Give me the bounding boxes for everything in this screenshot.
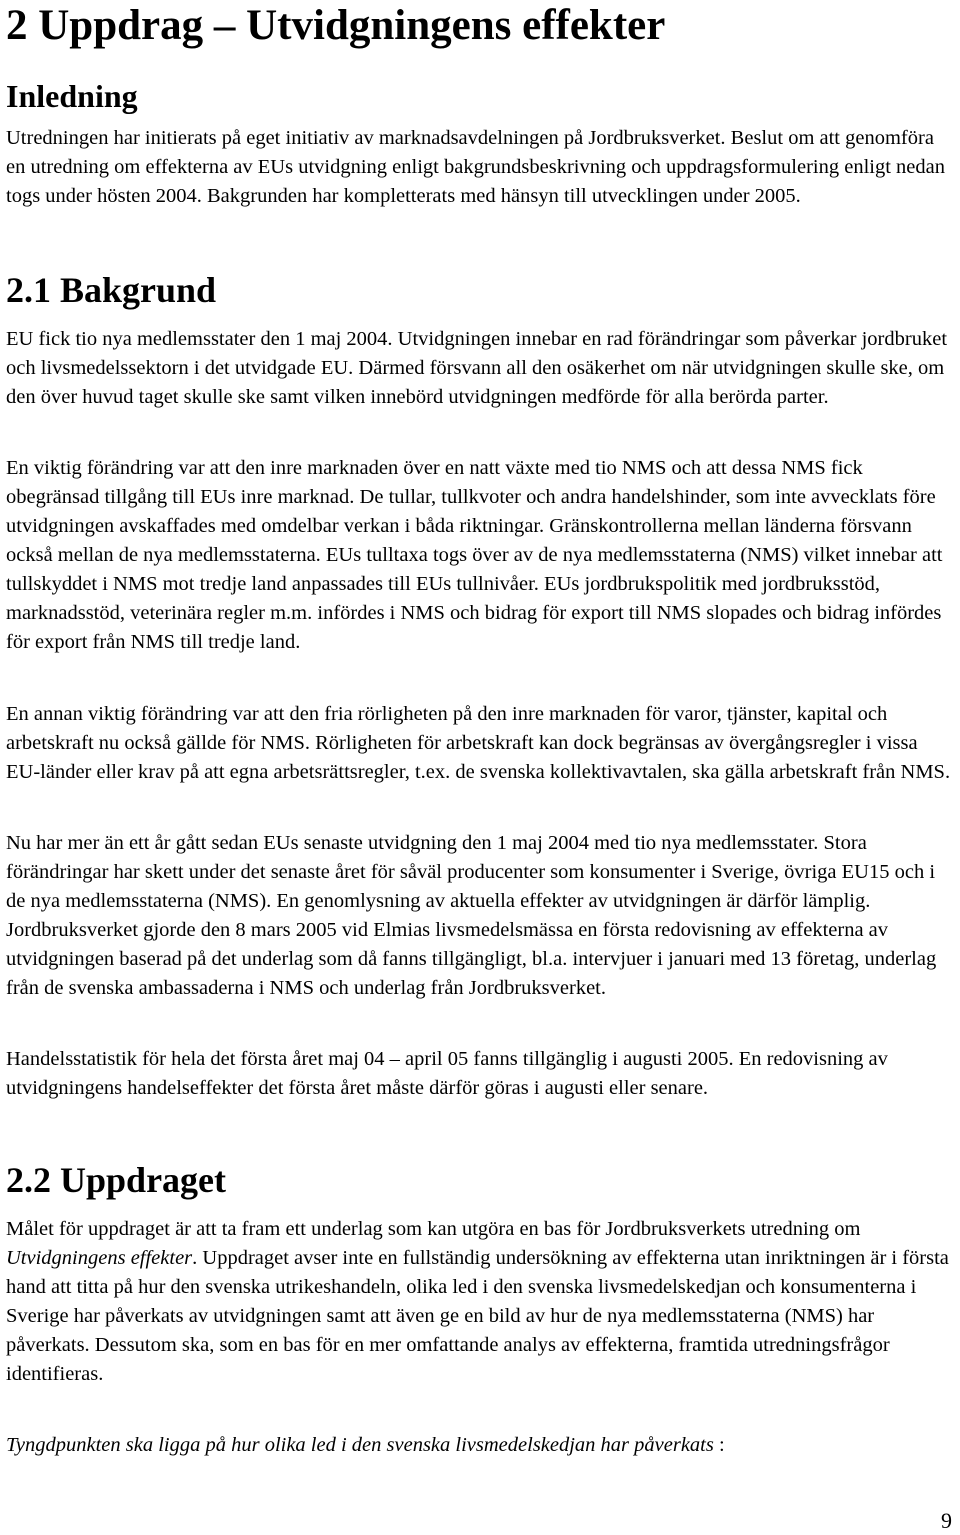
- bakgrund-paragraph-4: Nu har mer än ett år gått sedan EUs senaste utvidgning den 1 maj 2004 med tio nya medlemsstater. Stora förändringar har skett under det senaste året för såväl producenter som konsumenter i Sverige, övriga EU15 och i de nya medlemsstaterna (NMS). En genomlysning av aktuella effekter av utvidgningen är därför lämplig. Jordbruksverket gjorde den 8 mars 2005 vid Elmias livsmedelsmässa en första redovisning av effekterna av utvidgningen baserad på det underlag som då fanns tillgängligt, bl.a. intervjuer i januari med 13 företag, underlag från de svenska ambassaderna i NMS och underlag från Jordbruksverket.: [6, 832, 937, 999]
- page-number: 9: [941, 1508, 952, 1533]
- tyngdpunkten-italic: Tyngdpunkten ska ligga på hur olika led i den svenska livsmedelskedjan har påverkats: [6, 1434, 714, 1456]
- section-heading-bakgrund: 2.1 Bakgrund: [6, 270, 217, 310]
- tyngdpunkten-colon: :: [713, 1434, 725, 1456]
- bakgrund-paragraph-5: Handelsstatistik för hela det första året maj 04 – april 05 fanns tillgänglig i augusti 2005. En redovisning av utvidgningens handelseffekter det första året måste därför göras i augusti eller senare.: [6, 1048, 888, 1099]
- intro-paragraph: Utredningen har initierats på eget initiativ av marknadsavdelningen på Jordbruksverket. Beslut om att genomföra en utredning om effekterna av EUs utvidgning enligt bakgrundsbeskrivning och uppdragsformulering enligt nedan togs under hösten 2004. Bakgrunden har kompletterats med hänsyn till utvecklingen under 2005.: [6, 127, 945, 207]
- bakgrund-paragraph-3: En annan viktig förändring var att den fria rörligheten på den inre marknaden för varor, tjänster, kapital och arbetskraft nu också gällde för NMS. Rörligheten för arbetskraft kan dock begränsas av övergångsregler i vissa EU-länder eller krav på att egna arbetsrättsregler, t.ex. de svenska kollektivavtalen, ska gälla arbetskraft från NMS.: [6, 703, 951, 783]
- uppdraget-paragraph-2: [6, 1431, 954, 1460]
- bakgrund-paragraph-2: En viktig förändring var att den inre marknaden över en natt växte med tio NMS och att dessa NMS fick obegränsad tillgång till EUs inre marknad. De tullar, tullkvoter och andra handelshinder, som inte avvecklats före utvidgningen avskaffades med omdelbar verkan i båda riktningar. Gränskontrollerna mellan länderna försvann också mellan de nya medlemsstaterna. EUs tulltaxa togs över av de nya medlemsstaterna (NMS) vilket innebar att tullskyddet i NMS mot tredje land anpassades till EUs tullnivåer. EUs jordbrukspolitik med jordbruksstöd, marknadsstöd, veterinära regler m.m. infördes i NMS och bidrag för export till NMS slopades och bidrag infördes för export från NMS till tredje land.: [6, 457, 943, 653]
- uppdraget-text-rest: . Uppdraget avser inte en fullständig undersökning av effekterna utan inriktningen är i första hand att titta på hur den svenska utrikeshandeln, olika led i den svenska livsmedelskedjan och konsumenterna i Sverige har påverkats av utvidgningen samt att även ge en bild av hur de nya medlemsstaterna (NMS) har påverkats. Dessutom ska, som en bas för en mer omfattande analys av effekterna, framtida utredningsfrågor identifieras.: [6, 1247, 949, 1385]
- uppdraget-italic-title: Utvidgningens effekter: [6, 1247, 193, 1269]
- uppdraget-paragraph-1: [6, 1215, 954, 1389]
- uppdraget-text-start: Målet för uppdraget är att ta fram ett underlag som kan utgöra en bas för Jordbruksverkets utredning om: [6, 1218, 861, 1240]
- section-heading-uppdraget: 2.2 Uppdraget: [6, 1160, 227, 1200]
- bakgrund-paragraph-1: EU fick tio nya medlemsstater den 1 maj 2004. Utvidgningen innebar en rad förändringar som påverkar jordbruket och livsmedelssektorn i det utvidgade EU. Därmed försvann all den osäkerhet om när utvidgningen skulle ske, om den över huvud taget skulle ske samt vilken innebörd utvidgningen medförde för alla berörda parter.: [6, 328, 948, 408]
- chapter-title: 2 Uppdrag – Utvidgningens effekter: [6, 2, 666, 49]
- intro-heading: Inledning: [6, 78, 138, 114]
